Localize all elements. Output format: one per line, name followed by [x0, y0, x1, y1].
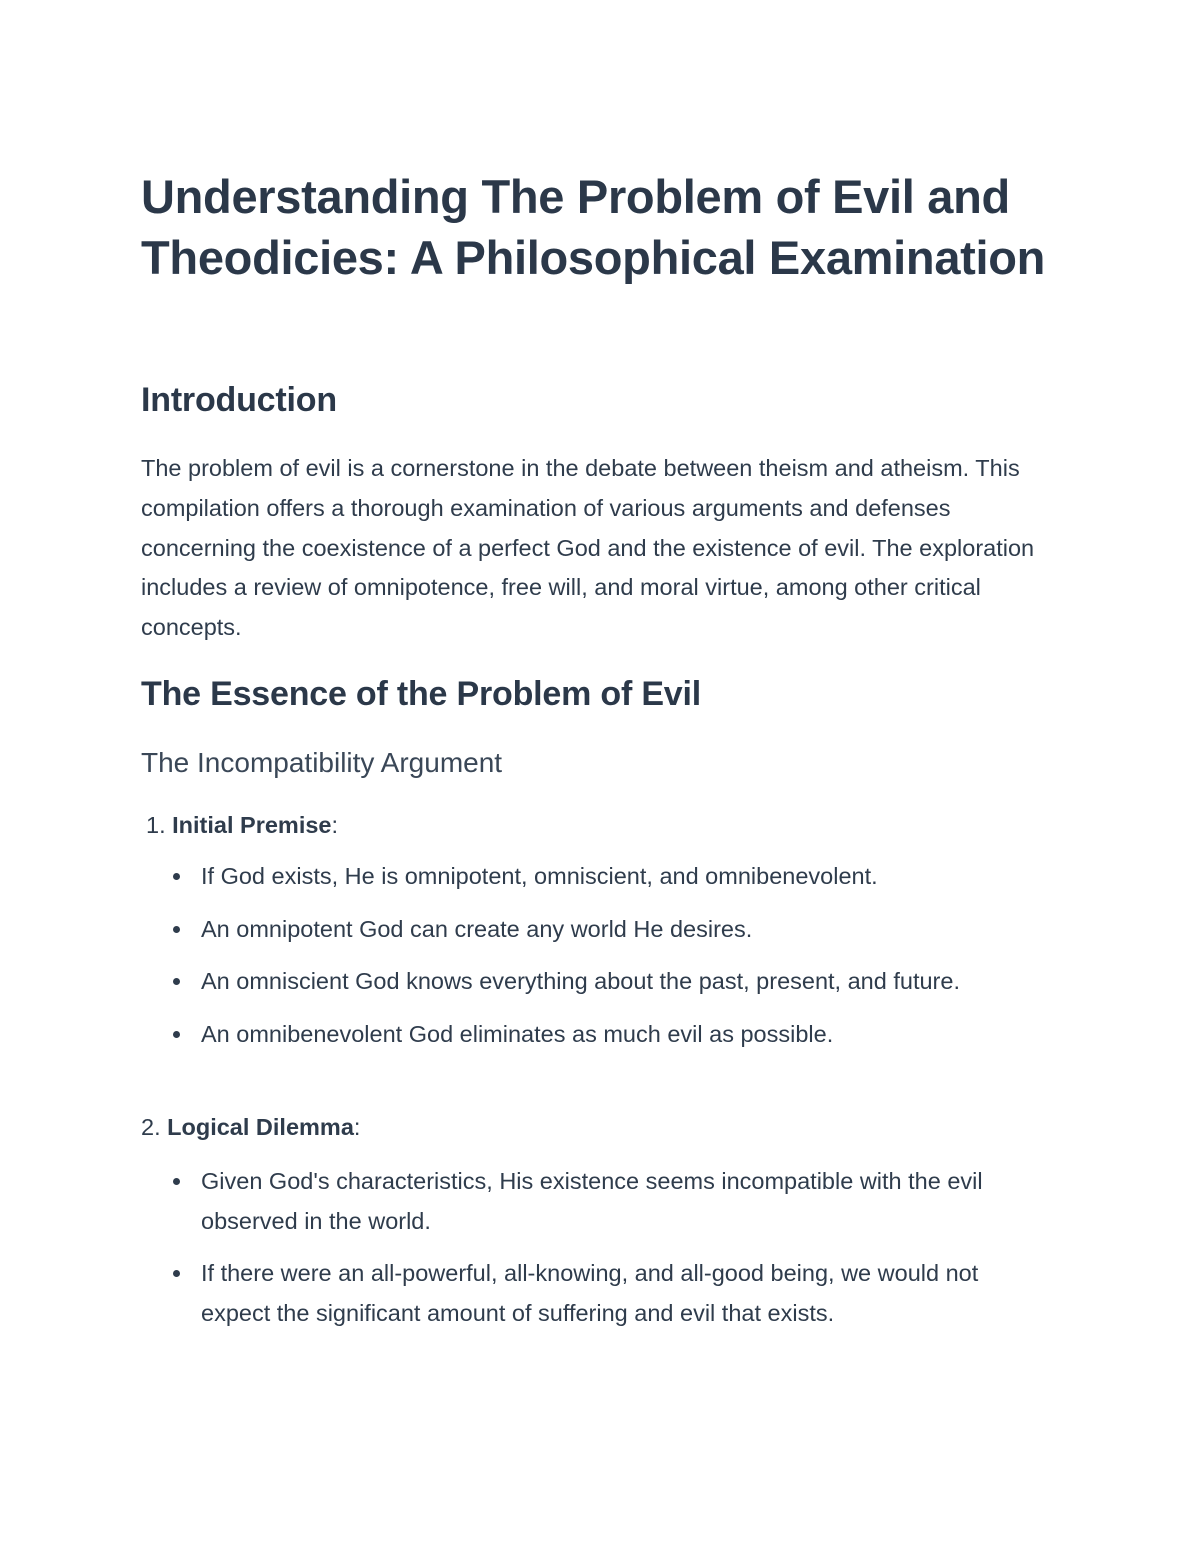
- item-suffix: :: [353, 1114, 361, 1140]
- bullet-dot-icon: [173, 873, 180, 880]
- item-number: 2.: [141, 1114, 161, 1140]
- bullet-dot-icon: [173, 978, 180, 985]
- incompatibility-subheading: The Incompatibility Argument: [141, 747, 503, 778]
- item-suffix: :: [331, 812, 339, 838]
- numbered-item-initial-premise: [146, 808, 338, 842]
- bullet-dot-icon: [173, 1031, 180, 1038]
- item-label: Initial Premise: [172, 812, 332, 838]
- list-item: [171, 1162, 1051, 1241]
- introduction-paragraph: The problem of evil is a cornerstone in the debate between theism and atheism. This compilation offers a thorough examination of various arguments and defenses concerning the coexistence of a perfect God and the existence of evil. The exploration includes a review of omnipotence, free will, and moral virtue, among other critical concepts.: [141, 455, 1035, 641]
- list-item: [171, 910, 1051, 950]
- initial-premise-bullet-list: [171, 857, 1051, 1067]
- bullet-dot-icon: [173, 1270, 180, 1277]
- bullet-text: If there were an all-powerful, all-knowing, and all-good being, we would not expect the significant amount of suffering and evil that exists.: [201, 1260, 979, 1326]
- list-item: [171, 1015, 1051, 1055]
- document-title: Understanding The Problem of Evil and Theodicies: A Philosophical Examination: [141, 170, 1046, 284]
- essence-heading: The Essence of the Problem of Evil: [141, 675, 702, 713]
- bullet-text: An omnipotent God can create any world He desires.: [201, 915, 753, 942]
- bullet-dot-icon: [173, 926, 180, 933]
- bullet-text: If God exists, He is omnipotent, omniscient, and omnibenevolent.: [201, 863, 878, 889]
- bullet-dot-icon: [173, 1178, 180, 1185]
- logical-dilemma-bullet-list: [171, 1162, 1051, 1346]
- bullet-text: Given God's characteristics, His existence seems incompatible with the evil observed in the world.: [201, 1168, 983, 1234]
- bullet-text: An omnibenevolent God eliminates as much evil as possible.: [201, 1020, 834, 1047]
- list-item: [171, 857, 1051, 897]
- item-label: Logical Dilemma: [167, 1114, 354, 1140]
- list-item: [171, 1254, 1051, 1333]
- bullet-text: An omniscient God knows everything about the past, present, and future.: [201, 968, 960, 994]
- item-number: 1.: [146, 812, 166, 838]
- introduction-heading: Introduction: [141, 381, 337, 419]
- list-item: [171, 962, 1051, 1002]
- numbered-item-logical-dilemma: [141, 1110, 360, 1144]
